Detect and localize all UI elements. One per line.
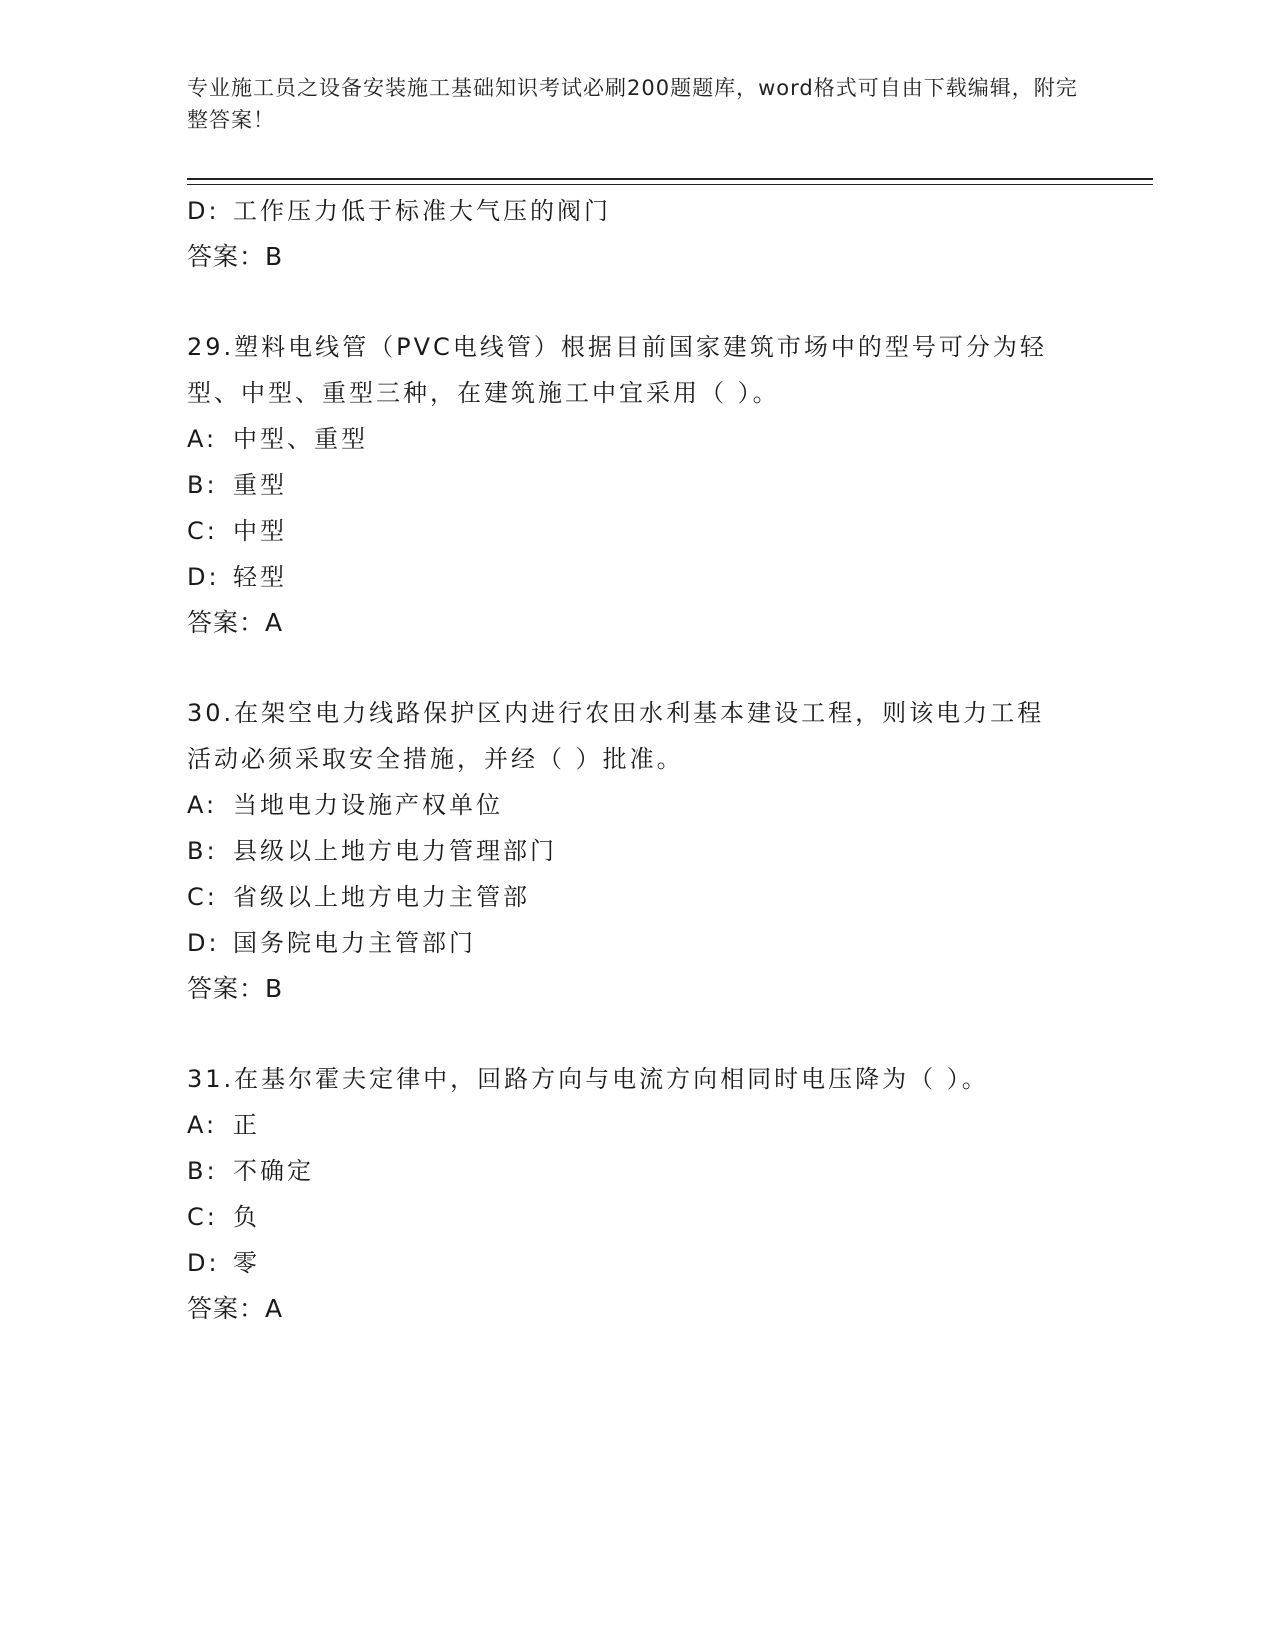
answer: 答案：B — [187, 974, 284, 1003]
header-rule-thin — [187, 184, 1153, 185]
option-a — [187, 782, 1087, 828]
option-d — [187, 554, 1087, 600]
option-text: 县级以上地方电力管理部门 — [233, 837, 557, 865]
option-text: 轻型 — [233, 563, 287, 591]
option-text: 零 — [233, 1249, 260, 1277]
option-text: 工作压力低于标准大气压的阀门 — [233, 197, 611, 225]
option-letter: C: — [187, 883, 218, 911]
option-d — [187, 920, 1087, 966]
option-letter: D: — [187, 197, 220, 225]
option-text: 正 — [233, 1111, 260, 1139]
option-letter: A: — [187, 791, 218, 819]
page-header: 专业施工员之设备安装施工基础知识考试必刷200题题库，word格式可自由下载编辑，附完整答案！ — [187, 76, 1078, 132]
option-text: 重型 — [233, 471, 287, 499]
option-letter: D: — [187, 563, 220, 591]
option-letter: B: — [187, 837, 218, 865]
option-c — [187, 1194, 1087, 1240]
question-stem: 31.在基尔霍夫定律中，回路方向与电流方向相同时电压降为（ ）。 — [187, 1065, 989, 1093]
option-b — [187, 462, 1087, 508]
option-letter: A: — [187, 1111, 218, 1139]
option-letter: C: — [187, 517, 218, 545]
question-30 — [187, 690, 1087, 1012]
document-body — [187, 188, 1087, 1332]
question-29 — [187, 324, 1087, 646]
option-a — [187, 1102, 1087, 1148]
answer: 答案：A — [187, 608, 284, 637]
option-text: 当地电力设施产权单位 — [233, 791, 503, 819]
question-stem: 29.塑料电线管（PVC电线管）根据目前国家建筑市场中的型号可分为轻型、中型、重型三种，在建筑施工中宜采用（ ）。 — [187, 333, 1047, 407]
option-text: 不确定 — [233, 1157, 314, 1185]
option-text: 中型、重型 — [233, 425, 368, 453]
option-letter: B: — [187, 1157, 218, 1185]
option-c — [187, 508, 1087, 554]
option-c — [187, 874, 1087, 920]
option-letter: D: — [187, 929, 220, 957]
option-b — [187, 828, 1087, 874]
question-stem: 30.在架空电力线路保护区内进行农田水利基本建设工程，则该电力工程活动必须采取安全措施，并经（ ）批准。 — [187, 699, 1045, 773]
option-letter: C: — [187, 1203, 218, 1231]
option-b — [187, 1148, 1087, 1194]
option-text: 国务院电力主管部门 — [233, 929, 476, 957]
header-rule-thick — [187, 178, 1153, 180]
option-text: 负 — [233, 1203, 260, 1231]
question-31 — [187, 1056, 1087, 1332]
answer: 答案：A — [187, 1294, 284, 1323]
option-d — [187, 188, 1087, 234]
option-letter: D: — [187, 1249, 220, 1277]
option-letter: A: — [187, 425, 218, 453]
option-a — [187, 416, 1087, 462]
answer: 答案：B — [187, 242, 284, 271]
option-letter: B: — [187, 471, 218, 499]
option-text: 省级以上地方电力主管部 — [233, 883, 530, 911]
option-d — [187, 1240, 1087, 1286]
option-text: 中型 — [233, 517, 287, 545]
